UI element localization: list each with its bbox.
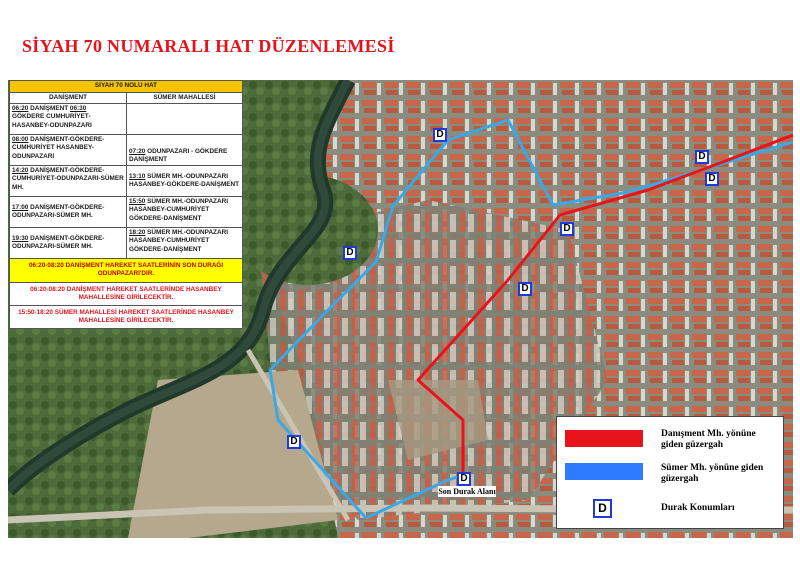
- route-text: SÜMER MH.-ODUNPAZARI HASANBEY-CUMHURİYET GÖKDERE-DANİŞMENT: [129, 229, 228, 253]
- bus-stop-icon[interactable]: D: [287, 435, 301, 449]
- table-row: [10, 166, 243, 197]
- bus-stop-icon: D: [593, 499, 612, 518]
- schedule-cell: [127, 166, 243, 197]
- schedule-note: 06:20-08:20 DANİŞMENT HAREKET SAATLERİNDE HASANBEY MAHALLESİNE GİRİLECEKTİR.: [10, 282, 243, 305]
- schedule-header: SİYAH 70 NOLU HAT: [10, 81, 243, 93]
- route-text: GÖKDERE CUMHURİYET-HASANBEY-ODUNPAZARI: [12, 113, 92, 129]
- sumer-route-swatch: [565, 463, 643, 480]
- schedule-cell: [127, 135, 243, 166]
- departure-time: 06:30: [69, 105, 87, 113]
- route-text: DANİŞMENT: [30, 105, 69, 113]
- table-row: [10, 228, 243, 259]
- schedule-cell: [10, 197, 127, 228]
- table-row: [10, 135, 243, 166]
- departure-time: 06:20: [12, 105, 29, 113]
- bus-stop-icon[interactable]: D: [518, 282, 532, 296]
- route-text: ODUNPAZARI - GÖKDERE DANİŞMENT: [129, 147, 228, 163]
- route-text: DANİŞMENT-GÖKDERE-ODUNPAZARI-SÜMER MH.: [12, 235, 105, 251]
- departure-time: 19:30: [12, 235, 29, 242]
- schedule-cell: [127, 104, 243, 135]
- schedule-cell: [10, 135, 127, 166]
- legend-label-sumer: Sümer Mh. yönüne giden güzergah: [661, 463, 764, 484]
- route-text: SÜMER MH.-ODUNPAZARI HASANBEY-CUMHURİYET GÖKDERE-DANİŞMENT: [129, 198, 228, 222]
- departure-time: 14:20: [12, 167, 29, 175]
- bus-stop-icon[interactable]: D: [695, 150, 709, 164]
- departure-time: 15:50: [129, 198, 146, 206]
- route-text: SÜMER MH.-ODUNPAZARI HASANBEY-GÖKDERE-DANİŞMENT: [129, 173, 240, 189]
- departure-time: 18:20: [129, 229, 146, 237]
- column-header-danisment: DANİŞMENT: [10, 93, 127, 104]
- bus-stop-icon[interactable]: D: [343, 246, 357, 260]
- schedule-note: 15:50-18:20 SÜMER MAHALLESİ HAREKET SAATLERİNDE HASANBEY MAHALLESİNE GİRİLECEKTİR.: [10, 306, 243, 329]
- departure-time: 13:10: [129, 173, 146, 180]
- departure-time: 08:00: [12, 136, 29, 144]
- bus-stop-icon[interactable]: D: [560, 222, 574, 236]
- schedule-cell: [10, 166, 127, 197]
- departure-time: 17:00: [12, 204, 29, 211]
- map-legend: [556, 416, 784, 529]
- last-stop-label: Son Durak Alanı: [438, 487, 496, 496]
- danisment-route-swatch: [565, 430, 643, 447]
- table-row: [10, 104, 243, 135]
- route-text: DANİŞMENT-GÖKDERE-CUMHURİYET HASANBEY-ODUNPAZARI: [12, 136, 105, 160]
- legend-label-danisment: Danışment Mh. yönüne giden güzergah: [661, 429, 756, 450]
- schedule-cell: [10, 104, 127, 135]
- legend-label-stops: Durak Konumları: [661, 503, 735, 513]
- schedule-cell: [10, 228, 127, 259]
- schedule-cell: [127, 197, 243, 228]
- bus-stop-icon[interactable]: D: [433, 128, 447, 142]
- table-row: [10, 197, 243, 228]
- schedule-cell: [127, 228, 243, 259]
- schedule-note: 06:20-08:20 DANİŞMENT HAREKET SAATLERİNİN SON DURAĞI ODUNPAZARI'DIR.: [10, 259, 243, 282]
- column-header-sumer: SÜMER MAHALLESİ: [127, 93, 243, 104]
- page-title: SİYAH 70 NUMARALI HAT DÜZENLEMESİ: [22, 36, 395, 56]
- bus-stop-icon[interactable]: D: [457, 472, 471, 486]
- route-text: DANİŞMENT-GÖKDERE-CUMHURİYET-ODUNPAZARI-SÜMER MH.: [12, 167, 124, 191]
- route-text: DANİŞMENT-GÖKDERE-ODUNPAZARI-SÜMER MH.: [12, 204, 105, 220]
- departure-time: 07:20: [129, 147, 146, 155]
- schedule-table: [9, 80, 243, 329]
- bus-stop-icon[interactable]: D: [705, 172, 719, 186]
